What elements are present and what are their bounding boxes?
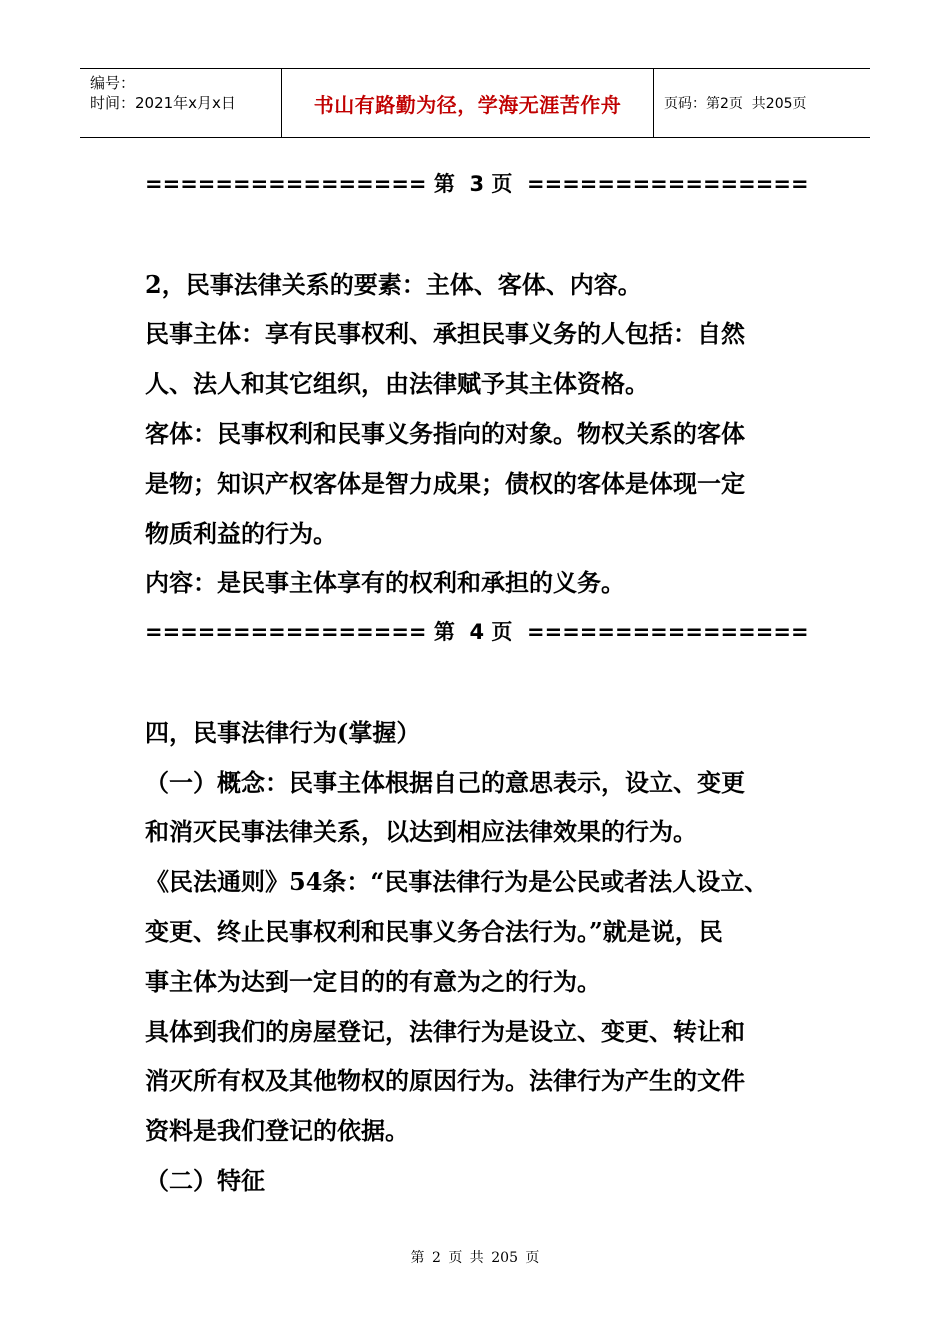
paragraph-subject-line2: 人、法人和其它组织，由法律赋予其主体资格。	[145, 369, 649, 399]
page-separator-4: ================ 第 4 页 ================	[145, 620, 809, 645]
paragraph-article-line1: 《民法通则》54条：“民事法律行为是公民或者法人设立、	[145, 867, 769, 897]
paragraph-article-line2: 变更、终止民事权利和民事义务合法行为。”就是说，民	[145, 916, 723, 946]
page-code-text: 页码：第2页 共205页	[664, 96, 807, 112]
paragraph-registration-line2: 消灭所有权及其他物权的原因行为。法律行为产生的文件	[145, 1066, 745, 1096]
page-separator-3: ================ 第 3 页 ================	[145, 172, 809, 196]
spacer	[145, 210, 835, 260]
page-footer: 第 2 页 共 205 页	[410, 1250, 540, 1266]
header-page-code	[654, 69, 870, 137]
section-heading-4: 四，民事法律行为(掌握）	[145, 717, 421, 747]
spacer	[145, 658, 835, 708]
paragraph-concept-line2: 和消灭民事法律关系，以达到相应法律效果的行为。	[145, 817, 697, 847]
paragraph-content: 内容：是民事主体享有的权利和承担的义务。	[145, 568, 625, 598]
paragraph-registration-line3: 资料是我们登记的依据。	[145, 1116, 409, 1146]
paragraph-elements: 2，民事法律关系的要素：主体、客体、内容。	[145, 269, 642, 299]
paragraph-concept-line1: （一）概念：民事主体根据自己的意思表示，设立、变更	[145, 767, 745, 797]
paragraph-object-line2: 是物；知识产权客体是智力成果；债权的客体是体现一定	[145, 468, 745, 498]
document-header	[80, 68, 870, 138]
paragraph-registration-line1: 具体到我们的房屋登记，法律行为是设立、变更、转让和	[145, 1016, 745, 1046]
time-label: 时间：2021年x月x日	[90, 94, 236, 112]
paragraph-object-line1: 客体：民事权利和民事义务指向的对象。物权关系的客体	[145, 418, 745, 448]
header-motto: 书山有路勤为径，学海无涯苦作舟	[282, 69, 654, 137]
paragraph-object-line3: 物质利益的行为。	[145, 518, 337, 548]
number-label: 编号：	[90, 74, 136, 92]
section-heading-features: （二）特征	[145, 1165, 265, 1195]
paragraph-subject-line1: 民事主体：享有民事权利、承担民事义务的人包括：自然	[145, 319, 745, 349]
document-body	[145, 160, 835, 1206]
header-meta	[80, 69, 282, 137]
paragraph-article-line3: 事主体为达到一定目的的有意为之的行为。	[145, 966, 601, 996]
